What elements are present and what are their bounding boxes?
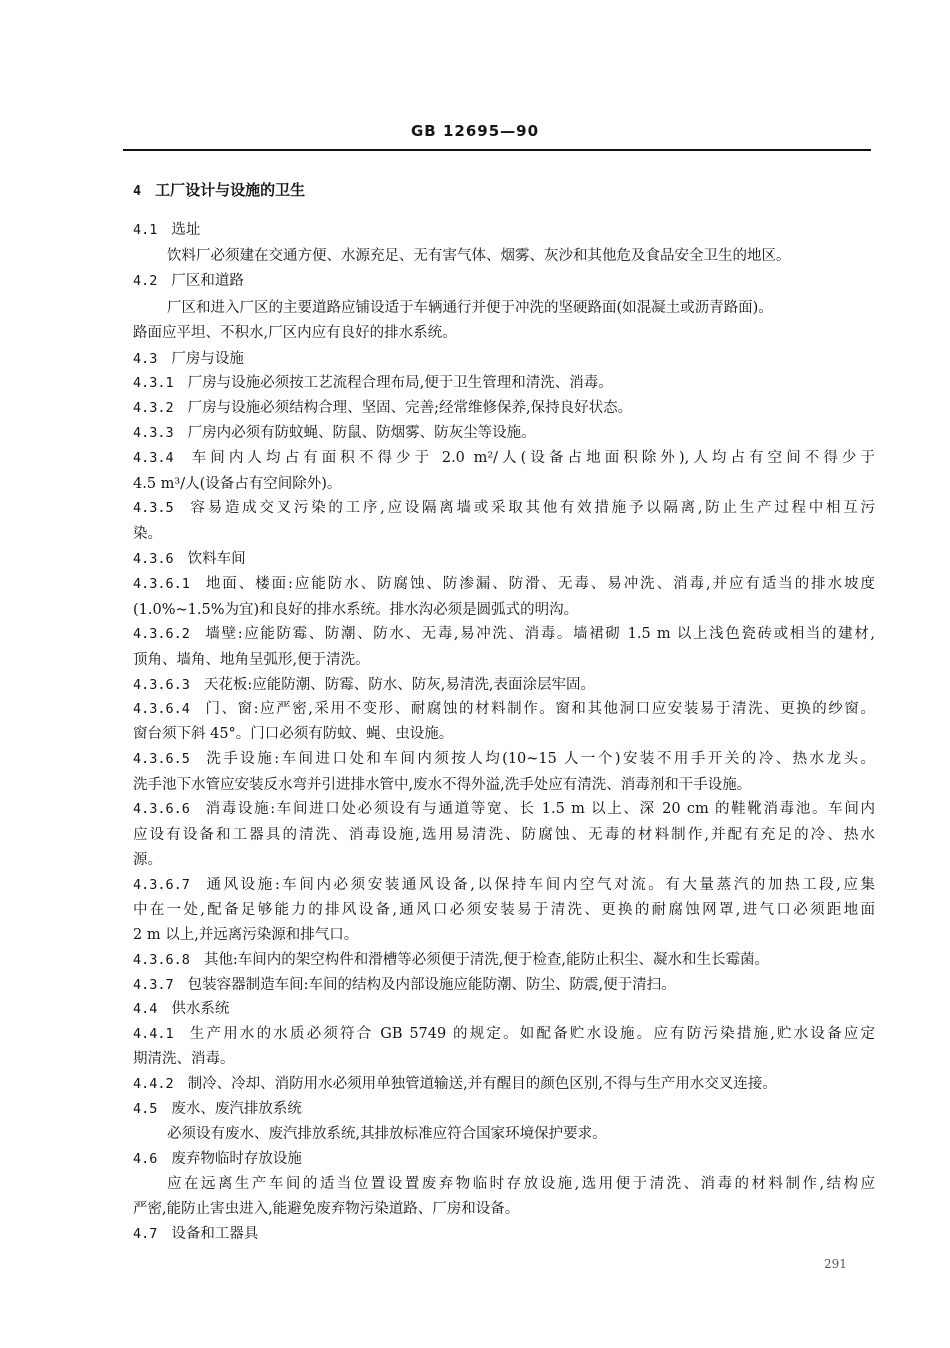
clause-text: (1.0%~1.5%为宜)和良好的排水系统。排水沟必须是圆弧式的明沟。 (133, 602, 579, 618)
clause-4-3-6-2 (133, 624, 875, 644)
clause-text: 废水、废汽排放系统 (171, 1101, 302, 1117)
clause-number: 4.5 (133, 1101, 158, 1117)
text-line (167, 246, 875, 266)
clause-4-4-2 (133, 1074, 875, 1094)
clause-text: 严密,能防止害虫进入,能避免废弃物污染道路、厂房和设备。 (133, 1201, 520, 1217)
clause-text: 地面、楼面:应能防水、防腐蚀、防渗漏、防滑、无毒、易冲洗、消毒,并应有适当的排水坡度 (203, 576, 875, 592)
clause-text: 顶角、墙角、地角呈弧形,便于清洗。 (133, 652, 370, 668)
clause-number: 4.3.6.8 (133, 952, 190, 968)
clause-text: 厂房内必须有防蚊蝇、防鼠、防烟雾、防灰尘等设施。 (187, 425, 536, 441)
clause-4-3-6-4 (133, 699, 875, 719)
clause-number: 4.7 (133, 1226, 158, 1242)
clause-text: 设备和工器具 (171, 1226, 259, 1242)
clause-4-3-4 (133, 448, 875, 468)
clause-4 (133, 180, 875, 201)
clause-text: 厂房与设施必须按工艺流程合理布局,便于卫生管理和清洗、消毒。 (187, 375, 613, 391)
clause-number: 4.3.6.5 (133, 751, 190, 767)
clause-text: 车间内人均占有面积不得少于 2.0 m²/人(设备占地面积除外),人均占有空间不得少于 (187, 450, 875, 466)
text-line (133, 925, 875, 945)
clause-4-7 (133, 1224, 875, 1244)
clause-4-3-3 (133, 423, 875, 443)
clause-4-3-6-7 (133, 875, 875, 895)
clause-text: 厂区和道路 (171, 273, 244, 289)
clause-number: 4.2 (133, 273, 158, 289)
clause-number: 4.3.7 (133, 977, 174, 993)
clause-text: 窗台须下斜 45°。门口必须有防蚊、蝇、虫设施。 (133, 726, 454, 742)
header-rule (123, 149, 871, 151)
clause-text: 厂房与设施 (171, 351, 244, 367)
clause-text: 路面应平坦、不积水,厂区内应有良好的排水系统。 (133, 325, 457, 341)
clause-number: 4.3.6.7 (133, 877, 190, 893)
clause-text: 洗手池下水管应安装反水弯并引进排水管中,废水不得外溢,洗手处应有清洗、消毒剂和干手设施。 (133, 777, 752, 793)
clause-text: 容易造成交叉污染的工序,应设隔离墙或采取其他有效措施予以隔离,防止生产过程中相互污 (187, 500, 875, 516)
clause-number: 4.3.6.3 (133, 677, 190, 693)
clause-number: 4.3.3 (133, 425, 174, 441)
clause-4-4 (133, 999, 875, 1019)
clause-text: 工厂设计与设施的卫生 (155, 181, 306, 199)
clause-4-3 (133, 349, 875, 369)
clause-4-6 (133, 1149, 875, 1169)
clause-text: 2 m 以上,并远离污染源和排气口。 (133, 927, 359, 943)
clause-text: 应设有设备和工器具的清洗、消毒设施,选用易清洗、防腐蚀、无毒的材料制作,并配有充足的冷、热水 (133, 827, 875, 843)
clause-text: 墙壁:应能防霉、防潮、防水、无毒,易冲洗、消毒。墙裙砌 1.5 m 以上浅色瓷砖或相当的建材, (203, 626, 875, 642)
clause-number: 4.3.4 (133, 450, 174, 466)
clause-number: 4.6 (133, 1151, 158, 1167)
clause-text: 包装容器制造车间:车间的结构及内部设施应能防潮、防尘、防震,便于清扫。 (187, 977, 676, 993)
clause-number: 4 (133, 183, 142, 199)
clause-text: 供水系统 (171, 1001, 230, 1017)
clause-number: 4.4 (133, 1001, 158, 1017)
clause-4-3-2 (133, 398, 875, 418)
clause-text: 消毒设施:车间进口处必须设有与通道等宽、长 1.5 m 以上、深 20 cm 的鞋靴消毒池。车间内 (203, 801, 875, 817)
clause-4-2 (133, 271, 875, 291)
clause-number: 4.3.6.4 (133, 701, 190, 717)
clause-4-3-6-1 (133, 574, 875, 594)
text-line (133, 850, 875, 870)
clause-text: 洗手设施:车间进口处和车间内须按人均(10~15 人一个)安装不用手开关的冷、热水龙头。 (203, 751, 875, 767)
text-line (133, 650, 875, 670)
clause-number: 4.3.6.6 (133, 801, 190, 817)
clause-text: 天花板:应能防潮、防霉、防水、防灰,易清洗,表面涂层牢固。 (203, 677, 596, 693)
clause-4-3-7 (133, 975, 875, 995)
clause-4-5 (133, 1099, 875, 1119)
clause-text: 生产用水的水质必须符合 GB 5749 的规定。如配备贮水设施。应有防污染措施,贮水设备应定 (187, 1026, 875, 1042)
clause-text: 期清洗、消毒。 (133, 1051, 235, 1067)
clause-text: 4.5 m³/人(设备占有空间除外)。 (133, 476, 342, 492)
clause-text: 染。 (133, 526, 162, 542)
text-line (133, 1199, 875, 1219)
clause-number: 4.4.2 (133, 1076, 174, 1092)
text-line (133, 474, 875, 494)
clause-text: 制冷、冷却、消防用水必须用单独管道输送,并有醒目的颜色区别,不得与生产用水交叉连接。 (187, 1076, 777, 1092)
clause-text: 厂房与设施必须结构合理、坚固、完善;经常维修保养,保持良好状态。 (187, 400, 633, 416)
clause-text: 废弃物临时存放设施 (171, 1151, 302, 1167)
clause-text: 通风设施:车间内必须安装通风设备,以保持车间内空气对流。有大量蒸汽的加热工段,应集 (203, 877, 875, 893)
text-line (133, 1049, 875, 1069)
clause-text: 饮料厂必须建在交通方便、水源充足、无有害气体、烟雾、灰沙和其他危及食品安全卫生的地区。 (167, 248, 791, 264)
text-line (167, 298, 875, 318)
clause-4-3-6-8 (133, 950, 875, 970)
clause-number: 4.3 (133, 351, 158, 367)
text-line (167, 1174, 875, 1194)
clause-number: 4.3.5 (133, 500, 174, 516)
clause-4-1 (133, 220, 875, 240)
text-line (167, 1124, 875, 1144)
clause-number: 4.3.6.1 (133, 576, 190, 592)
text-line (133, 323, 875, 343)
text-line (133, 724, 875, 744)
clause-text: 必须设有废水、废汽排放系统,其排放标准应符合国家环境保护要求。 (167, 1126, 607, 1142)
clause-4-3-1 (133, 373, 875, 393)
clause-text: 应在远离生产车间的适当位置设置废弃物临时存放设施,选用便于清洗、消毒的材料制作,结构应 (167, 1176, 875, 1192)
clause-number: 4.3.6.2 (133, 626, 190, 642)
clause-4-4-1 (133, 1024, 875, 1044)
clause-number: 4.3.1 (133, 375, 174, 391)
text-line (133, 900, 875, 920)
page-number: 291 (824, 1257, 847, 1271)
clause-text: 饮料车间 (187, 551, 246, 567)
text-line (133, 825, 875, 845)
clause-number: 4.3.6 (133, 551, 174, 567)
clause-number: 4.1 (133, 222, 158, 238)
clause-text: 中在一处,配备足够能力的排风设备,通风口必须安装易于清洗、更换的耐腐蚀网罩,进气口必须距地面 (133, 902, 875, 918)
clause-4-3-6-3 (133, 675, 875, 695)
clause-text: 选址 (171, 222, 201, 238)
clause-4-3-5 (133, 498, 875, 518)
clause-number: 4.4.1 (133, 1026, 174, 1042)
clause-text: 源。 (133, 852, 162, 868)
clause-text: 门、窗:应严密,采用不变形、耐腐蚀的材料制作。窗和其他洞口应安装易于清洗、更换的纱窗。 (203, 701, 875, 717)
clause-text: 厂区和进入厂区的主要道路应铺设适于车辆通行并便于冲洗的坚硬路面(如混凝土或沥青路面)。 (167, 300, 773, 316)
clause-4-3-6-5 (133, 749, 875, 769)
text-line (133, 600, 875, 620)
text-line (133, 775, 875, 795)
clause-4-3-6-6 (133, 799, 875, 819)
text-line (133, 524, 875, 544)
clause-4-3-6 (133, 549, 875, 569)
clause-number: 4.3.2 (133, 400, 174, 416)
clause-text: 其他:车间内的架空构件和滑槽等必须便于清洗,便于检查,能防止积尘、凝水和生长霉菌。 (203, 952, 770, 968)
standard-header: GB 12695—90 (410, 122, 540, 140)
